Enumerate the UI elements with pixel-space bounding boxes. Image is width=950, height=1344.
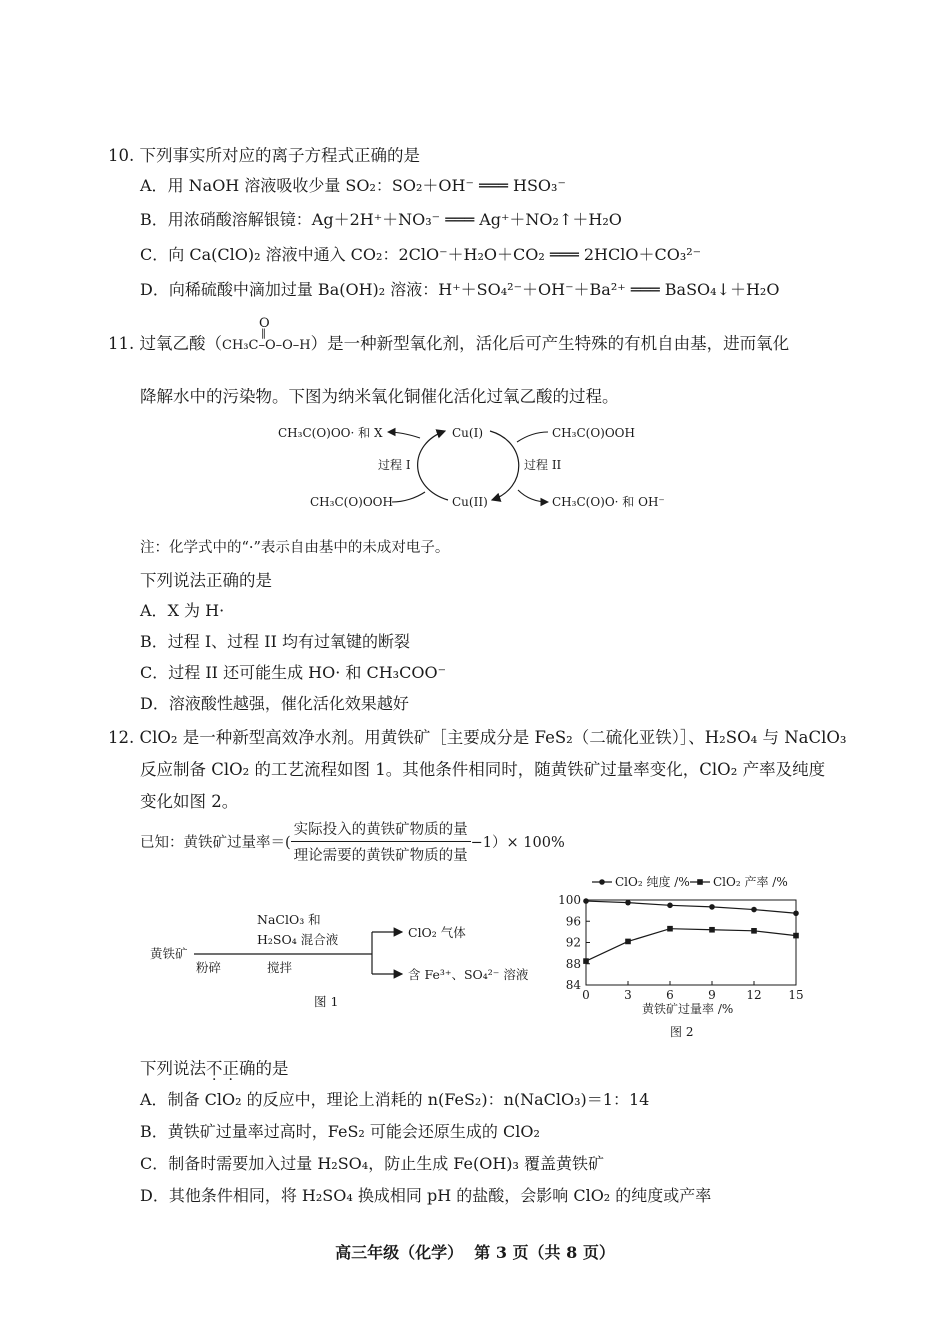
q11-stem-line2: 降解水中的污染物。下图为纳米氧化铜催化活化过氧乙酸的过程。 (140, 387, 619, 406)
peracetic-acid-formula: O ‖ CH₃C–O–O–H (222, 316, 311, 353)
data-point (751, 907, 757, 913)
data-point (667, 903, 673, 909)
q12-option-d: D．其他条件相同，将 H₂SO₄ 换成相同 pH 的盐酸，会影响 ClO₂ 的纯度或产率 (140, 1186, 712, 1205)
emphasis-correct: 正 (222, 1059, 239, 1078)
x-tick-label: 3 (624, 988, 632, 1002)
chart-axes (558, 893, 804, 1002)
q11-stem-line1: 11. 过氧乙酸（ O ‖ CH₃C–O–O–H）是一种新型氧化剂，活化后可产生特殊的有机自由基，进而氧化 (108, 316, 790, 353)
cycle-left-in-arrow (392, 492, 425, 502)
cycle-left-arc (418, 431, 448, 500)
data-point (583, 898, 589, 904)
q11-option-a: A．X 为 H· (140, 601, 225, 620)
chart-legend (592, 874, 788, 889)
flow-stir: 搅拌 (267, 960, 293, 975)
data-point (793, 933, 799, 939)
cycle-cu2: Cu(II) (452, 495, 488, 509)
data-point (625, 900, 631, 906)
q11-option-c: C．过程 II 还可能生成 HO· 和 CH₃COO⁻ (140, 663, 447, 682)
x-tick-label: 12 (746, 988, 762, 1002)
x-tick-label: 15 (788, 988, 804, 1002)
flow-start: 黄铁矿 (150, 946, 188, 961)
q12-stem-line2: 反应制备 ClO₂ 的工艺流程如图 1。其他条件相同时，随黄铁矿过量率变化，ClO₂ 产率及纯度 (140, 760, 826, 779)
q12-known: 已知：黄铁矿过量率＝( $\frac{\text{实际投入的黄铁矿物质的量}}{\text{理论需要的黄铁矿物质的量}}$ −1）× 100% (140, 818, 565, 865)
data-point (583, 958, 589, 964)
cycle-right-arc (490, 431, 519, 500)
q10-stem: 10. 下列事实所对应的离子方程式正确的是 (108, 146, 420, 165)
chart-frame (586, 900, 796, 985)
figure-2-caption: 图 2 (670, 1025, 694, 1039)
chart-marks (583, 898, 799, 964)
cycle-top-left: CH₃C(O)OO· 和 X (278, 426, 383, 440)
figure-1-caption: 图 1 (314, 994, 339, 1009)
emphasis-not: 不 (206, 1059, 223, 1078)
q12-option-b: B．黄铁矿过量率过高时，FeS₂ 可能会还原生成的 ClO₂ (140, 1122, 540, 1141)
clo2-chart (550, 868, 820, 1048)
data-point (709, 904, 715, 910)
q11-ask: 下列说法正确的是 (140, 571, 272, 590)
series-line-1 (586, 901, 796, 913)
x-tick-label: 9 (708, 988, 716, 1002)
q11-option-b: B．过程 I、过程 II 均有过氧键的断裂 (140, 632, 410, 651)
y-tick-label: 84 (565, 978, 581, 992)
cycle-cu1: Cu(I) (452, 426, 484, 440)
q11-note: 注：化学式中的“·”表示自由基中的未成对电子。 (140, 540, 450, 556)
q12-stem-line3: 变化如图 2。 (140, 792, 239, 811)
y-tick-label: 88 (565, 956, 581, 971)
cycle-bottom-right: CH₃C(O)O· 和 OH⁻ (552, 495, 665, 509)
catalytic-cycle-diagram (270, 418, 690, 518)
cycle-right-in-arrow (517, 432, 548, 442)
y-tick-label: 100 (558, 893, 581, 907)
cycle-top-right: CH₃C(O)OOH (552, 426, 635, 440)
data-point (667, 926, 673, 932)
chart-xlabel: 黄铁矿过量率 /% (642, 1002, 734, 1016)
legend-marker (599, 879, 605, 885)
q12-ask: 下列说法不正确的是 (140, 1059, 289, 1078)
flow-reagent-1: NaClO₃ 和 (257, 912, 321, 927)
data-point (751, 928, 757, 934)
q12-option-a: A．制备 ClO₂ 的反应中，理论上消耗的 n(FeS₂)：n(NaClO₃)＝1：14 (140, 1090, 650, 1109)
legend-label: ClO₂ 产率 /% (713, 875, 788, 889)
cycle-left-out-arrow (388, 432, 420, 438)
cycle-right-out-arrow (518, 490, 548, 502)
q10-option-d: D．向稀硫酸中滴加过量 Ba(OH)₂ 溶液：H⁺＋SO₄²⁻＋OH⁻＋Ba²⁺ ═══ BaSO₄↓＋H₂O (140, 280, 780, 299)
y-tick-label: 96 (565, 914, 581, 929)
q12-option-c: C．制备时需要加入过量 H₂SO₄，防止生成 Fe(OH)₃ 覆盖黄铁矿 (140, 1154, 605, 1173)
q10-option-b: B．用浓硝酸溶解银镜：Ag＋2H⁺＋NO₃⁻ ═══ Ag⁺＋NO₂↑＋H₂O (140, 210, 622, 229)
q11-option-d: D．溶液酸性越强，催化活化效果越好 (140, 694, 409, 713)
flow-reagent-2: H₂SO₄ 混合液 (257, 932, 339, 947)
flow-crush: 粉碎 (196, 960, 222, 975)
q10-option-c: C．向 Ca(ClO)₂ 溶液中通入 CO₂：2ClO⁻＋H₂O＋CO₂ ═══ 2HClO＋CO₃²⁻ (140, 245, 702, 264)
flow-out-gas: ClO₂ 气体 (408, 925, 466, 940)
x-tick-label: 6 (666, 988, 674, 1002)
excess-rate-fraction: $\frac{\text{实际投入的黄铁矿物质的量}}{\text{理论需要的黄铁矿物质的量}}$ (291, 818, 471, 865)
series-line-2 (586, 929, 796, 961)
data-point (625, 939, 631, 945)
cycle-process-1: 过程 I (378, 458, 411, 472)
process-flowchart (140, 900, 540, 1015)
flow-out-solution: 含 Fe³⁺、SO₄²⁻ 溶液 (408, 967, 529, 982)
data-point (793, 910, 799, 916)
cycle-bottom-left: CH₃C(O)OOH (310, 495, 393, 509)
cycle-process-2: 过程 II (524, 458, 562, 472)
x-tick-label: 0 (582, 988, 590, 1002)
page-footer: 高三年级（化学） 第 3 页（共 8 页） (335, 1243, 615, 1262)
data-point (709, 927, 715, 933)
y-tick-label: 92 (565, 935, 581, 950)
legend-marker (697, 879, 703, 885)
q12-stem-line1: 12. ClO₂ 是一种新型高效净水剂。用黄铁矿［主要成分是 FeS₂（二硫化亚铁）］、H₂SO₄ 与 NaClO₃ (108, 728, 847, 747)
q10-stem-text: 下列事实所对应的离子方程式正确的是 (139, 146, 420, 165)
q10-option-a: A．用 NaOH 溶液吸收少量 SO₂：SO₂＋OH⁻ ═══ HSO₃⁻ (140, 176, 566, 195)
legend-label: ClO₂ 纯度 /% (615, 875, 690, 889)
